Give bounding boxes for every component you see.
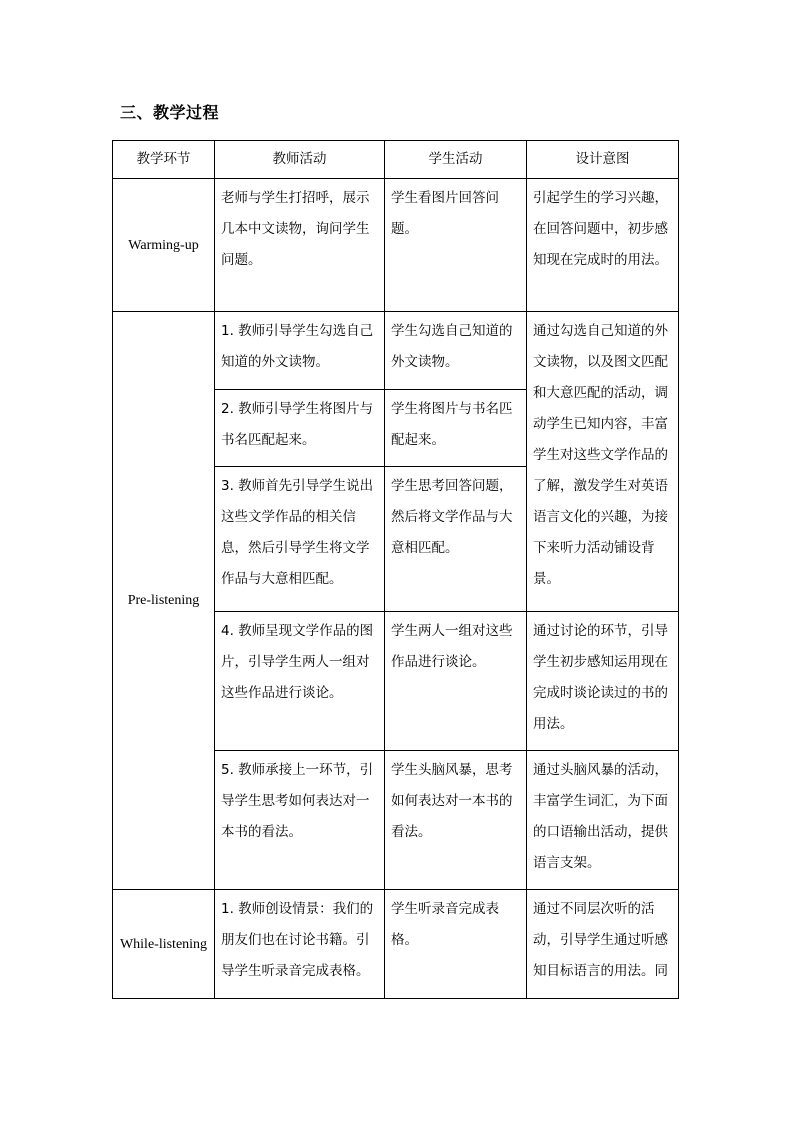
design-intent: 通过讨论的环节，引导学生初步感知运用现在完成时谈论读过的书的用法。 <box>527 612 679 751</box>
student-activity: 学生思考回答问题，然后将文学作品与大意相匹配。 <box>385 467 527 612</box>
teacher-activity: 5. 教师承接上一环节，引导学生思考如何表达对一本书的看法。 <box>215 751 385 890</box>
header-student-activity: 学生活动 <box>385 141 527 179</box>
student-activity: 学生头脑风暴，思考如何表达对一本书的看法。 <box>385 751 527 890</box>
teacher-activity: 2. 教师引导学生将图片与书名匹配起来。 <box>215 390 385 467</box>
design-intent: 引起学生的学习兴趣，在回答问题中，初步感知现在完成时的用法。 <box>527 179 679 312</box>
table-row <box>113 312 679 390</box>
table-row <box>113 179 679 312</box>
header-stage: 教学环节 <box>113 141 215 179</box>
teacher-activity: 1. 教师创设情景：我们的朋友们也在讨论书籍。引导学生听录音完成表格。 <box>215 890 385 999</box>
design-intent: 通过不同层次听的活动，引导学生通过听感知目标语言的用法。同 <box>527 890 679 999</box>
student-activity: 学生听录音完成表格。 <box>385 890 527 999</box>
header-teacher-activity: 教师活动 <box>215 141 385 179</box>
student-activity: 学生勾选自己知道的外文读物。 <box>385 312 527 390</box>
design-intent: 通过头脑风暴的活动，丰富学生词汇，为下面的口语输出活动，提供语言支架。 <box>527 751 679 890</box>
section-title: 三、教学过程 <box>120 103 220 122</box>
stage-while-listening: While-listening <box>113 890 215 999</box>
table-row <box>113 890 679 999</box>
header-design-intent: 设计意图 <box>527 141 679 179</box>
stage-warming-up: Warming-up <box>113 179 215 312</box>
teacher-activity: 3. 教师首先引导学生说出这些文学作品的相关信息，然后引导学生将文学作品与大意相匹配。 <box>215 467 385 612</box>
teacher-activity: 老师与学生打招呼，展示几本中文读物，询问学生问题。 <box>215 179 385 312</box>
design-intent: 通过勾选自己知道的外文读物，以及图文匹配和大意匹配的活动，调动学生已知内容，丰富学生对这些文学作品的了解，激发学生对英语语言文化的兴趣，为接下来听力活动铺设背景。 <box>527 312 679 612</box>
stage-pre-listening: Pre-listening <box>113 312 215 890</box>
teacher-activity: 1. 教师引导学生勾选自己知道的外文读物。 <box>215 312 385 390</box>
student-activity: 学生将图片与书名匹配起来。 <box>385 390 527 467</box>
student-activity: 学生看图片回答问题。 <box>385 179 527 312</box>
student-activity: 学生两人一组对这些作品进行谈论。 <box>385 612 527 751</box>
teacher-activity: 4. 教师呈现文学作品的图片，引导学生两人一组对这些作品进行谈论。 <box>215 612 385 751</box>
table-header-row <box>113 141 679 179</box>
teaching-process-table <box>112 140 679 999</box>
